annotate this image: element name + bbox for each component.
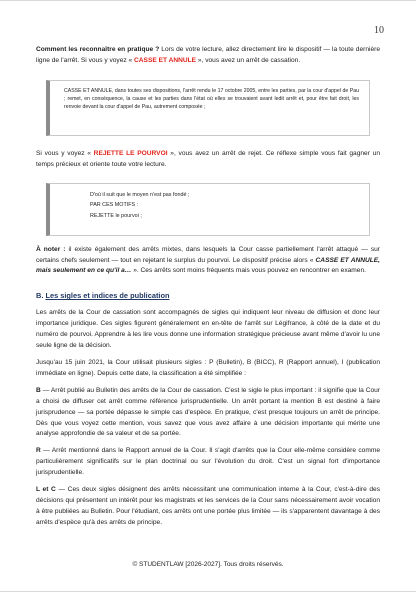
keyword-rejet: REJETTE LE POURVOI <box>90 149 171 157</box>
question-lead: Comment les reconnaître en pratique ? <box>36 46 160 53</box>
item-lc-text: — Ces deux sigles désignent des arrêts nécessitant une communication interne à la Cour, c'est-à-dire des décisions qui présentent un intérêt pour les magistrats et les services de la Cour sans nécessairement avoir vocation à être publiées au Bulletin. Pour l'étudiant, ces arrêts ont une portée plus limitée — ils s'apparentent davantage à des arrêts d'espèce qu'à des arrêts de principe. <box>36 486 380 526</box>
item-lc-paragraph <box>36 485 380 529</box>
a-noter-text-1: il existe également des arrêts mixtes, dans lesquels la Cour casse partiellement l'arrêt attaqué — sur certains chefs seulement — tout en rejetant le surplus du pourvoi. Le dispositif précise alors « <box>36 245 380 264</box>
a-noter-text-2: ». Ces arrêts sont moins fréquents mais vous pouvez en rencontrer en examen. <box>133 267 366 275</box>
item-b-text: — Arrêt publié au Bulletin des arrêts de la Cour de cassation. C'est le sigle le plus important : il signifie que la Cour a choisi de diffuser cet arrêt comme référence jurisprudentielle. Un arrêt portant la mention B est destiné à faire jurisprudence — sa portée dépasse le simple cas d'espèce. En pratique, c'est presque toujours un arrêt de principe. Dès que vous voyez cette mention, vous savez que vous avez affaire à une décision importante qui mérite une analyse approfondie de sa valeur et de sa portée. <box>36 386 380 438</box>
section-heading <box>36 291 380 300</box>
item-r-lead: R <box>36 447 41 455</box>
section-title: Les sigles et indices de publication <box>45 291 170 301</box>
keyword-casse: CASSE ET ANNULE <box>132 56 198 64</box>
item-r-paragraph <box>36 446 380 479</box>
page-content <box>36 45 380 535</box>
a-noter-italic: CASSE ET ANNULE, mais seulement en ce qu'il a… <box>36 256 380 275</box>
question-text-1: Lors de votre lecture, allez directement lire le dispositif — la toute dernière ligne de l'arrêt. Si vous y voyez « <box>36 46 380 64</box>
quote-rejet-line: REJETTE le pourvoi ; <box>90 212 142 219</box>
item-b-paragraph <box>36 386 380 441</box>
paragraph-sigles-intro: Les arrêts de la Cour de cassation sont accompagnés de sigles qui indiquent leur niveau de diffusion et donc leur importance juridique. Ces sigles figurent généralement en en-tête de l'arrêt sur Légifrance, à côté de la date et du numéro de pourvoi. Apprendre à les lire vous donne une information stratégique précieuse avant même d'avoir lu une seule ligne de la décision. <box>36 309 380 350</box>
quote-cassation-text: CASSE ET ANNULE, dans toutes ses dispositions, l'arrêt rendu le 17 octobre 2005, entre les parties, par la cour d'appel de Pau ; remet, en conséquence, la cause et les parties dans l'état où elles se trouvaient avant ledit arrêt et, pour être fait droit, les renvoie devant la cour d'appel de Pau, autrement composée ; <box>64 87 359 111</box>
a-noter-lead: À noter : <box>36 245 66 253</box>
question-text-2: », vous avez un arrêt de cassation. <box>197 56 301 64</box>
page-number: 10 <box>374 25 384 36</box>
rejet-text-1: Si vous y voyez « <box>36 149 91 157</box>
item-b-lead: B <box>36 386 41 394</box>
section-number: B. <box>36 291 44 301</box>
rejet-paragraph <box>36 149 380 171</box>
quote-rejet-line: PAR CES MOTIFS : <box>90 202 139 209</box>
quote-rejet-box <box>46 183 370 236</box>
paragraph-sigles-history: Jusqu'au 15 juin 2021, la Cour utilisait plusieurs sigles : P (Bulletin), B (BICC), R (Rapport annuel), I (publication immédiate en ligne). Depuis cette date, la classification a été simplifiée : <box>36 358 380 377</box>
quote-rejet-line: D'où il suit que le moyen n'est pas fondé ; <box>90 191 190 198</box>
item-r-text: — Arrêt mentionné dans le Rapport annuel de la Cour. Il s'agit d'arrêts que la Cour elle-même considère comme particulièrement significatifs sur le plan doctrinal ou sur l'évolution du droit. C'est un signal fort d'importance jurisprudentielle. <box>36 447 380 477</box>
quote-cassation-box <box>46 80 370 136</box>
a-noter-paragraph <box>36 245 380 278</box>
question-paragraph <box>36 45 380 67</box>
page-footer: © STUDENTLAW [2026-2027]. Tous droits réservés. <box>132 561 284 568</box>
item-lc-lead: L et C <box>36 486 56 494</box>
rejet-text-2: », vous avez un arrêt de rejet. Ce réflexe simple vous fait gagner un temps précieux et oriente toute votre lecture. <box>36 149 380 168</box>
